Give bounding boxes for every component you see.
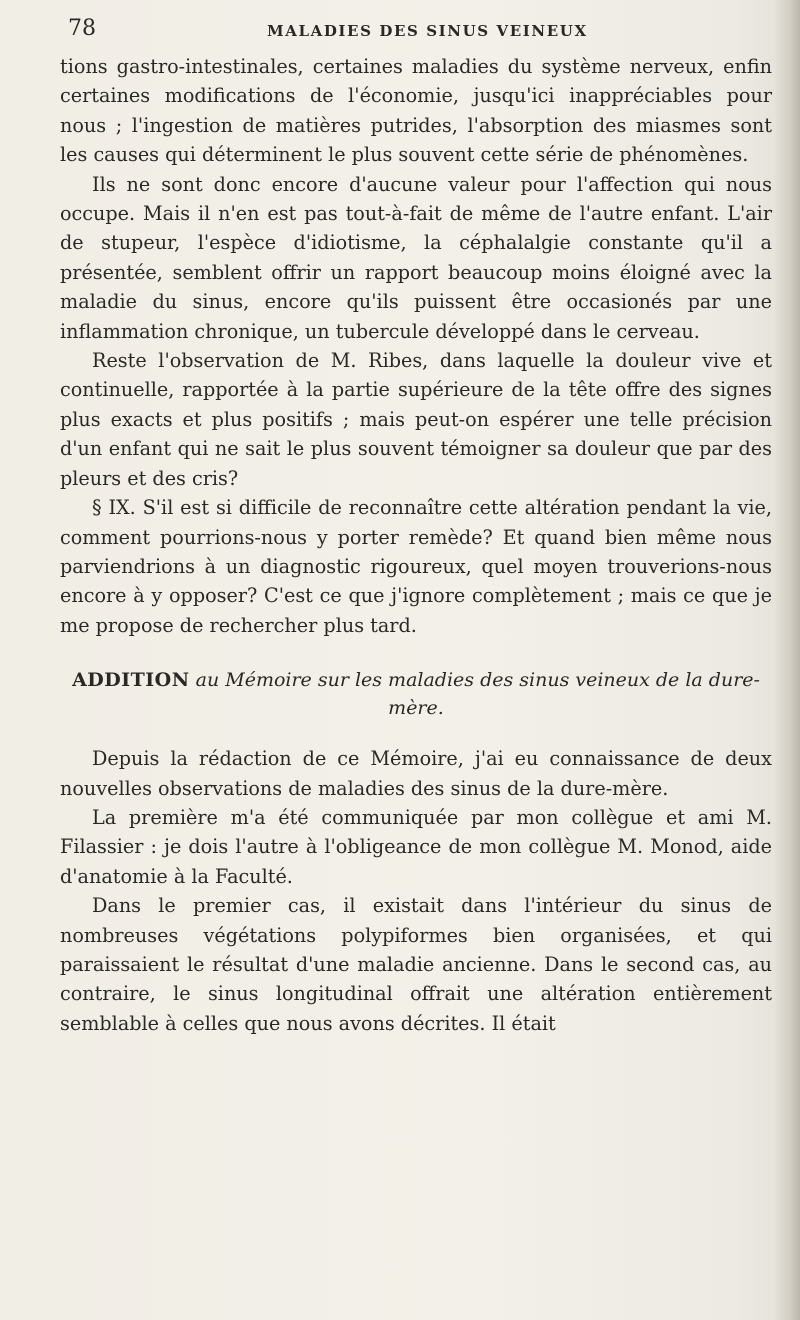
page-edge-shadow — [774, 0, 800, 1320]
addition-heading-lead: ADDITION — [72, 669, 190, 692]
paragraph: La première m'a été communiquée par mon collègue et ami M. Filassier : je dois l'autre à l'obligeance de mon collègue M. Monod, aide d'anatomie à la Faculté. — [60, 805, 772, 888]
addition-heading — [60, 666, 772, 722]
page-content — [60, 12, 772, 1038]
paragraph-continued: tions gastro-intestinales, certaines maladies du système nerveux, enfin certaines modifications de l'économie, jusqu'ici inappréciables pour nous ; l'ingestion de matières putrides, l'absorption des miasmes sont les causes qui déterminent le plus souvent cette série de phénomènes. — [60, 55, 772, 167]
page-number: 78 — [68, 16, 96, 41]
paragraph: Ils ne sont donc encore d'aucune valeur pour l'affection qui nous occupe. Mais il n'en est pas tout-à-fait de même de l'autre enfant. L'air de stupeur, l'espèce d'idiotisme, la céphalalgie constante qu'il a présentée, semblent offrir un rapport beaucoup moins éloigné avec la maladie du sinus, encore qu'ils puissent être occasionés par une inflammation chronique, un tubercule développé dans le cerveau. — [60, 172, 772, 343]
running-title: MALADIES DES SINUS VEINEUX — [267, 22, 588, 40]
paragraph: Reste l'observation de M. Ribes, dans laquelle la douleur vive et continuelle, rapportée à la partie supérieure de la tête offre des signes plus exacts et plus positifs ; mais peut-on espérer une telle précision d'un enfant qui ne sait le plus souvent témoigner sa douleur que par des pleurs et des cris? — [60, 349, 772, 490]
paragraph: Dans le premier cas, il existait dans l'intérieur du sinus de nombreuses végétations polypiformes bien organisées, et qui paraissaient le résultat d'une maladie ancienne. Dans le second cas, au contraire, le sinus longitudinal offrait une altération entièrement semblable à celles que nous avons décrites. Il était — [60, 894, 772, 1035]
section-ix-paragraph: § IX. S'il est si difficile de reconnaître cette altération pendant la vie, comment pourrions-nous y porter remède? Et quand bien même nous parviendrions à un diagnostic rigoureux, quel moyen trouverions-nous encore à y opposer? C'est ce que j'ignore complètement ; mais ce que je me propose de rechercher plus tard. — [60, 496, 772, 637]
paragraph: Depuis la rédaction de ce Mémoire, j'ai eu connaissance de deux nouvelles observations de maladies des sinus de la dure-mère. — [60, 747, 772, 800]
addition-heading-subtitle: au Mémoire sur les maladies des sinus veineux de la dure-mère. — [195, 669, 760, 720]
running-header — [60, 12, 772, 52]
